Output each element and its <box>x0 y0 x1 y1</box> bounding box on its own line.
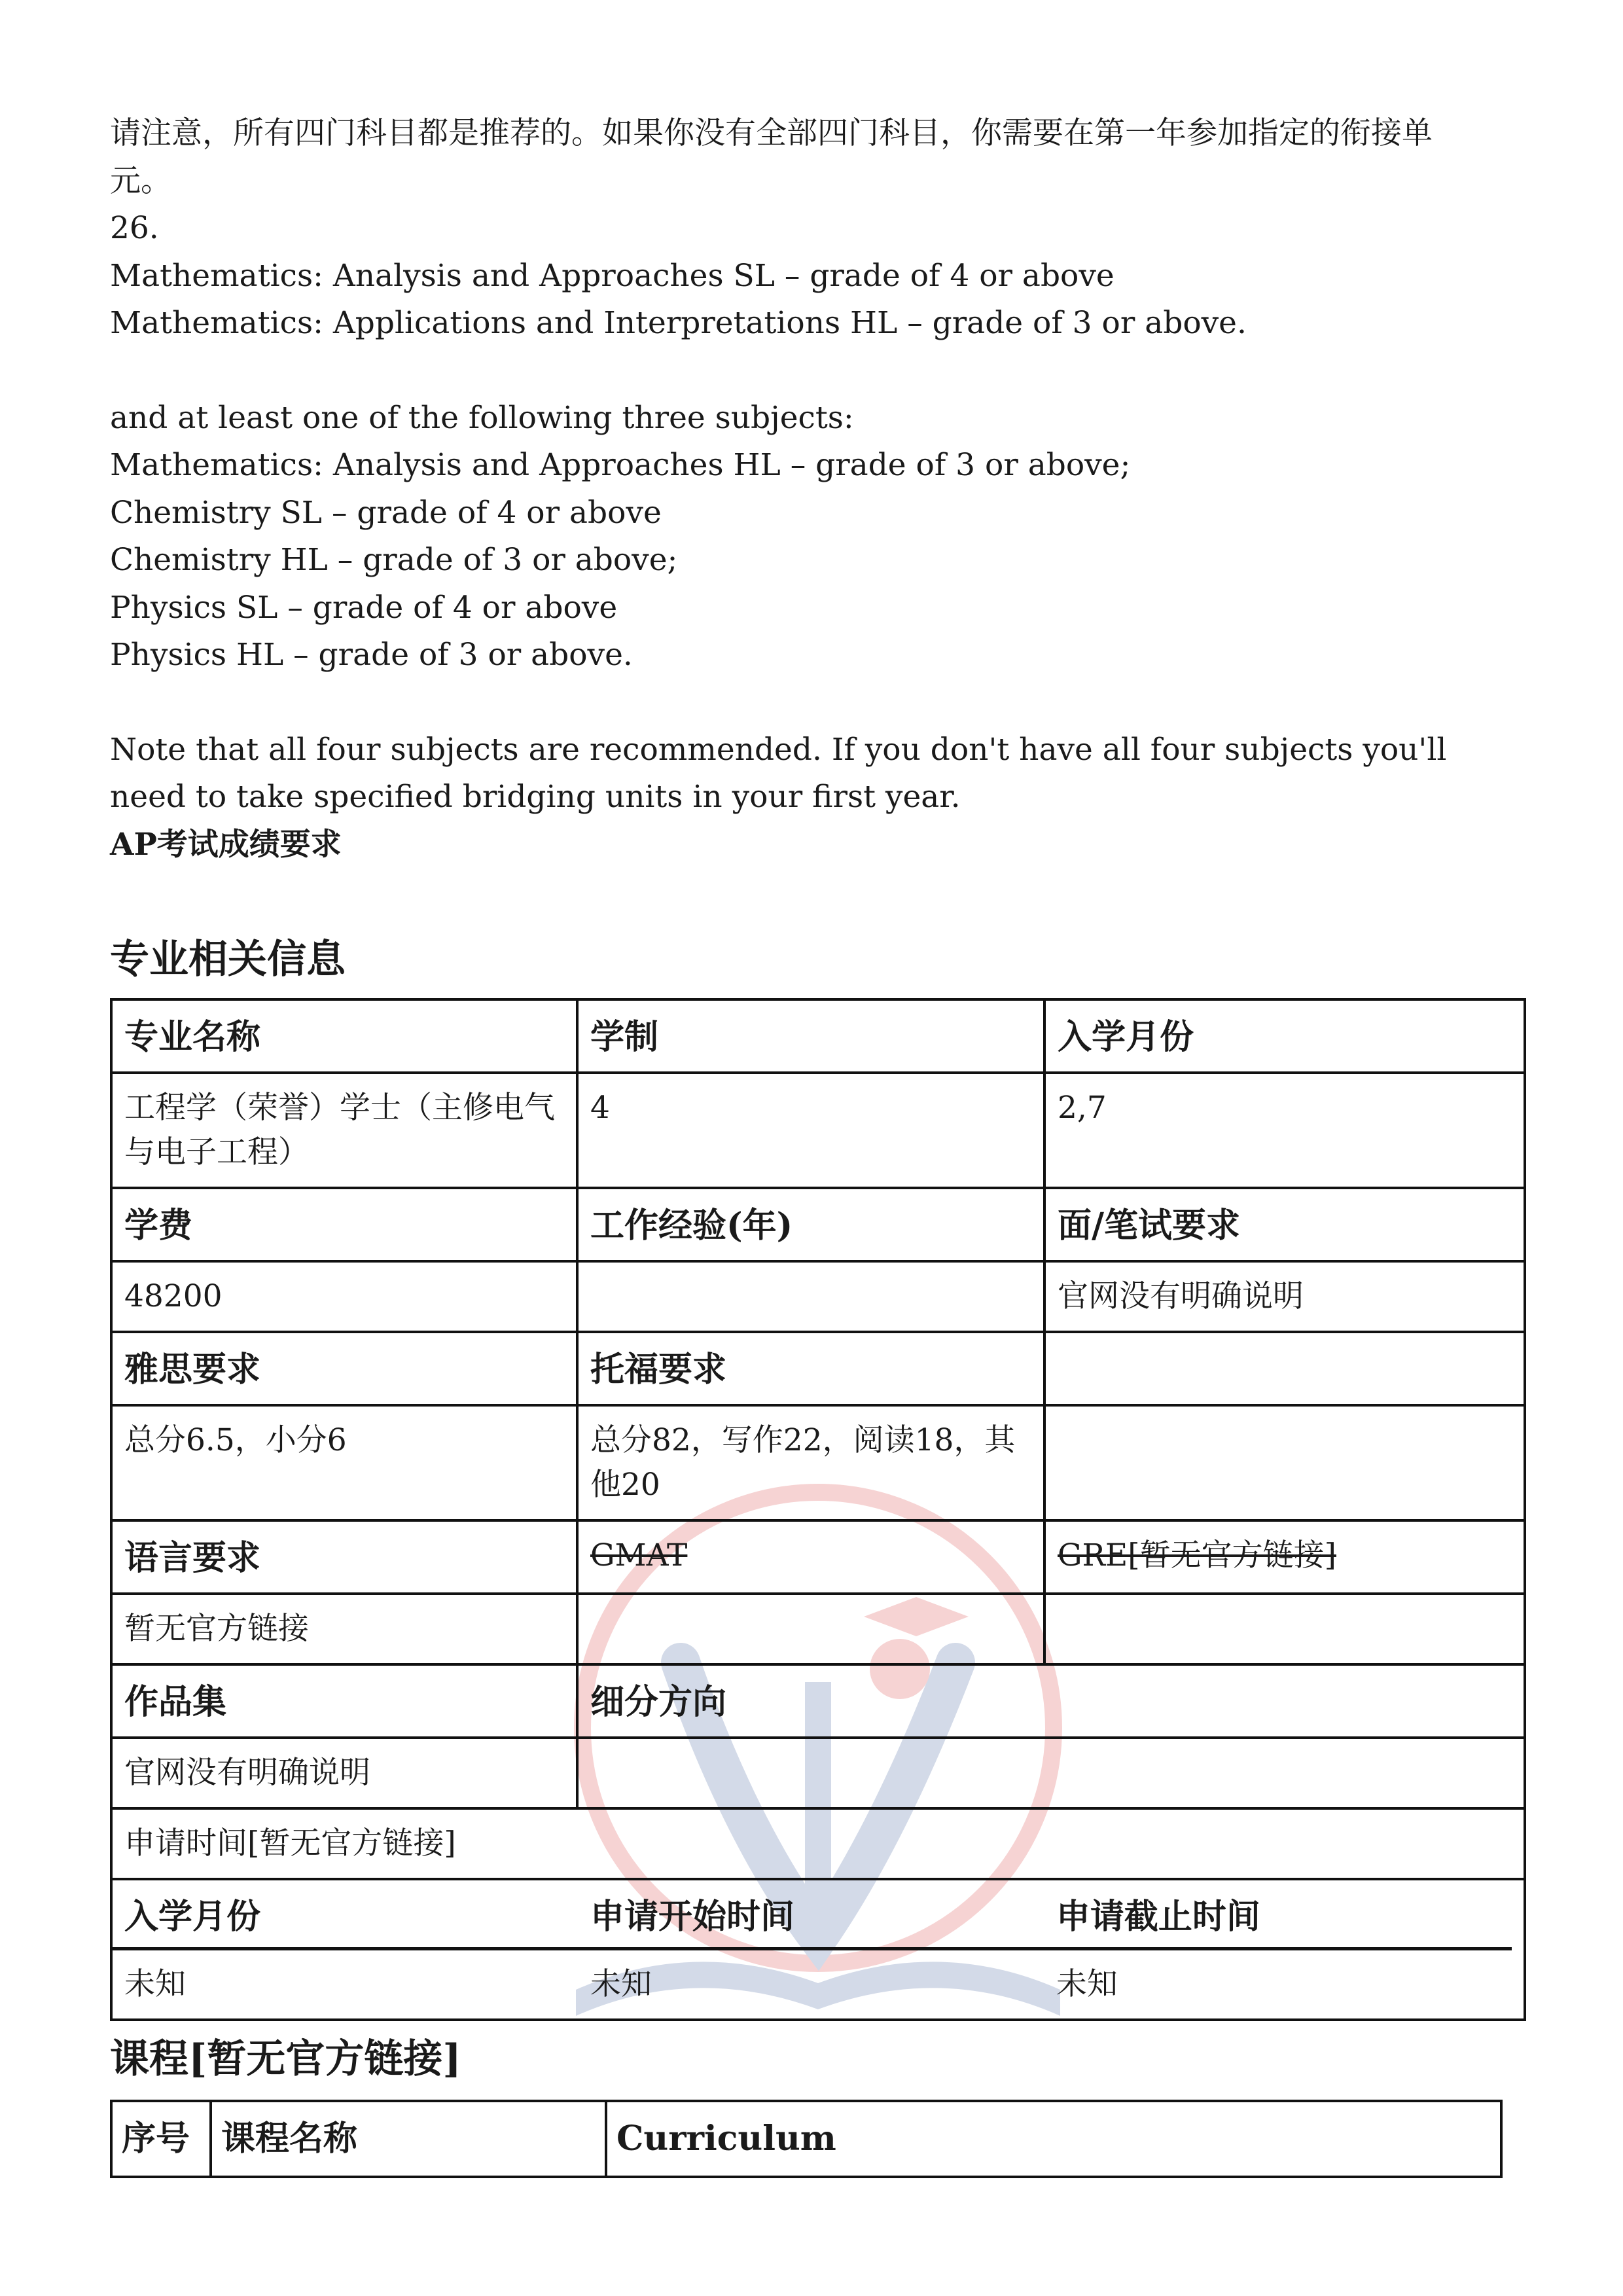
language: 暂无官方链接 <box>111 1594 577 1664</box>
header-tuition: 学费 <box>111 1188 577 1261</box>
curriculum-header-index: 序号 <box>111 2101 211 2177</box>
header-gmat <box>577 1520 1044 1594</box>
program-section-title: 专业相关信息 <box>110 937 346 982</box>
header-toefl: 托福要求 <box>577 1332 1044 1405</box>
timeline-cell <box>111 1879 1525 2020</box>
intake: 2,7 <box>1044 1073 1525 1188</box>
interview: 官网没有明确说明 <box>1044 1261 1525 1332</box>
curriculum-header-name: 课程名称 <box>211 2101 606 2177</box>
option-line: Chemistry SL – grade of 4 or above <box>110 494 662 531</box>
option-line: Mathematics: Analysis and Approaches HL – grade of 3 or above; <box>110 447 1131 483</box>
program-info-table <box>110 998 1526 2021</box>
header-intake: 入学月份 <box>1044 999 1525 1073</box>
program-name: 工程学（荣誉）学士（主修电气与电子工程） <box>111 1073 577 1188</box>
timeline-table <box>113 1880 1512 2018</box>
math-sl-requirement: Mathematics: Analysis and Approaches SL – grade of 4 or above <box>110 257 1115 294</box>
header-program-name: 专业名称 <box>111 999 577 1073</box>
curriculum-header-en: Curriculum <box>606 2101 1501 2177</box>
tuition: 48200 <box>111 1261 577 1332</box>
header-gre <box>1044 1520 1525 1594</box>
header-ielts: 雅思要求 <box>111 1332 577 1405</box>
application-time: 申请时间[暂无官方链接] <box>111 1808 1525 1879</box>
at-least-line: and at least one of the following three subjects: <box>110 399 854 436</box>
gre-label: GRE[暂无官方链接] <box>1058 1537 1336 1573</box>
option-line: Chemistry HL – grade of 3 or above; <box>110 542 678 578</box>
direction <box>577 1738 1525 1808</box>
cn-note: 请注意，所有四门科目都是推荐的。如果你没有全部四门科目，你需要在第一年参加指定的衔接单元。 <box>110 115 1433 199</box>
header-language: 语言要求 <box>111 1520 577 1594</box>
gmat-label: GMAT <box>590 1537 688 1573</box>
header-portfolio: 作品集 <box>111 1664 577 1738</box>
toefl: 总分82，写作22，阅读18，其他20 <box>577 1405 1044 1520</box>
empty-cell <box>1044 1332 1525 1405</box>
header-interview: 面/笔试要求 <box>1044 1188 1525 1261</box>
timeline-header: 申请开始时间 <box>579 1880 1044 1949</box>
timeline-value: 未知 <box>124 1966 186 2002</box>
header-direction: 细分方向 <box>577 1664 1525 1738</box>
requirements-text <box>110 110 1529 869</box>
curriculum-table <box>110 2100 1503 2178</box>
timeline-header: 申请截止时间 <box>1044 1880 1512 1949</box>
math-hl-requirement: Mathematics: Applications and Interpretations HL – grade of 3 or above. <box>110 305 1247 341</box>
portfolio: 官网没有明确说明 <box>111 1738 577 1808</box>
timeline-value: 未知 <box>590 1966 652 2002</box>
en-note-line: need to take specified bridging units in your first year. <box>110 779 961 815</box>
duration: 4 <box>577 1073 1044 1188</box>
ib-score: 26. <box>110 210 159 246</box>
empty-cell <box>1044 1594 1525 1664</box>
header-work-experience: 工作经验(年) <box>577 1188 1044 1261</box>
work-experience <box>577 1261 1044 1332</box>
option-line: Physics HL – grade of 3 or above. <box>110 637 633 673</box>
empty-cell <box>577 1594 1044 1664</box>
ap-heading: AP考试成绩要求 <box>110 826 342 863</box>
empty-cell <box>1044 1405 1525 1520</box>
en-note-line: Note that all four subjects are recommended. If you don't have all four subjects you'll <box>110 731 1447 768</box>
ielts: 总分6.5，小分6 <box>111 1405 577 1520</box>
timeline-value: 未知 <box>1056 1966 1118 2002</box>
timeline-header: 入学月份 <box>113 1880 579 1949</box>
curriculum-section-title: 课程[暂无官方链接] <box>110 2036 461 2082</box>
option-line: Physics SL – grade of 4 or above <box>110 589 618 626</box>
header-duration: 学制 <box>577 999 1044 1073</box>
